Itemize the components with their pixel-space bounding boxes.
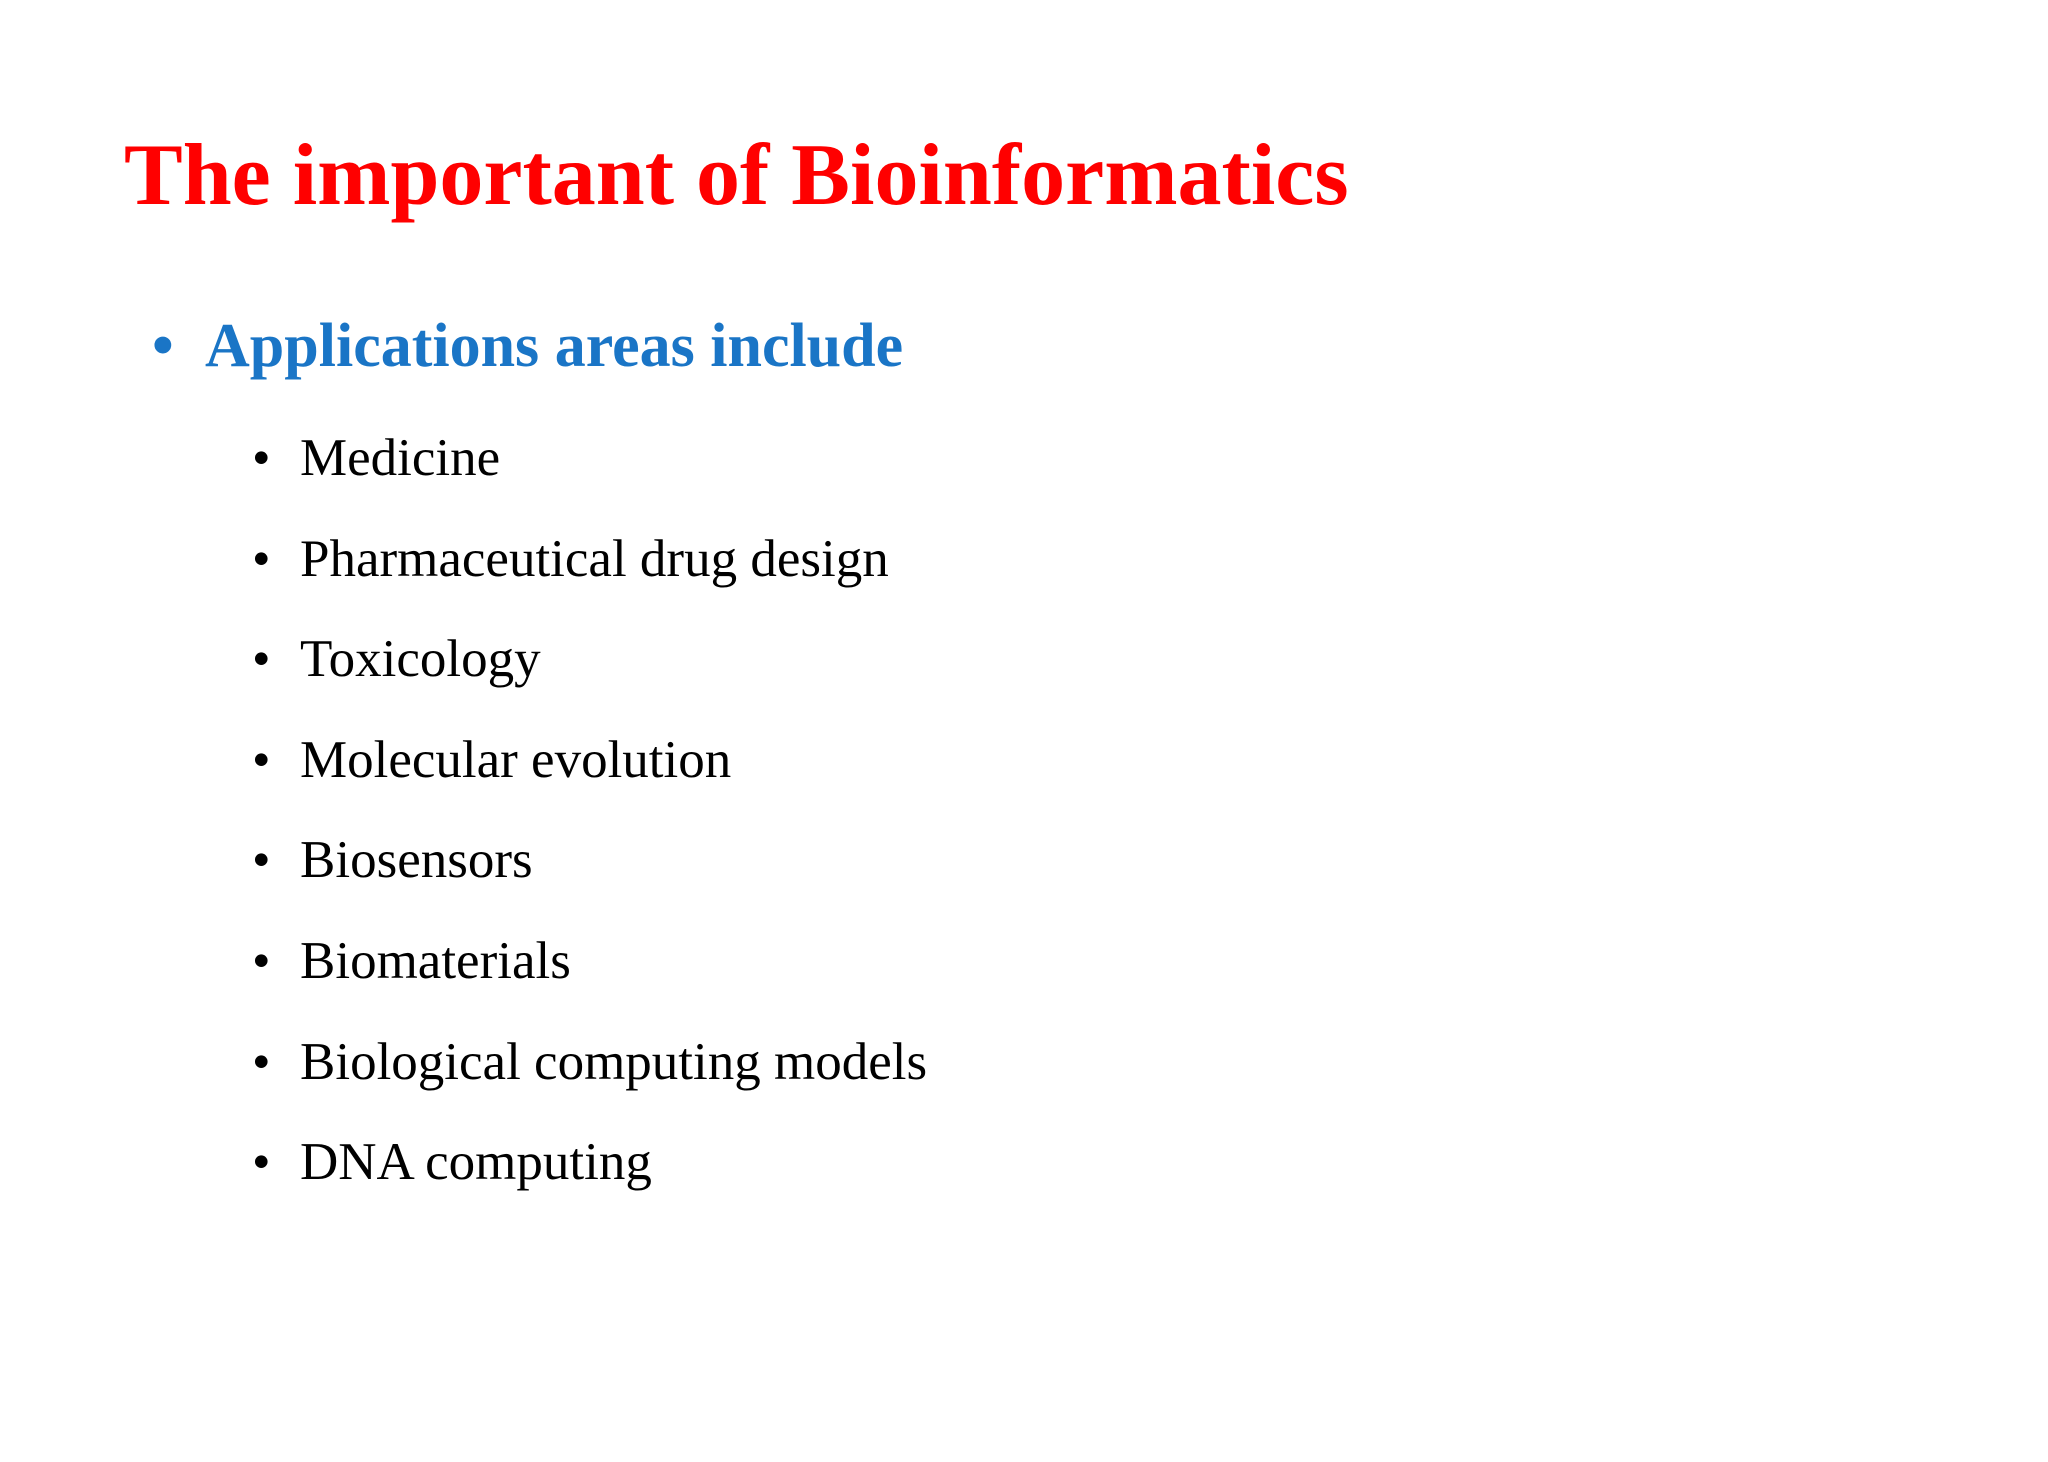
bullet-icon: • [252,429,271,487]
slide-title: The important of Bioinformatics [124,127,1349,224]
list-item-text: Molecular evolution [300,730,732,789]
list-item-molecular-evolution [252,728,927,829]
bullet-icon: • [252,1032,271,1091]
applications-heading-text: Applications areas include [205,312,904,380]
bullet-icon: • [252,630,271,689]
bullet-icon: • [252,931,271,990]
application-areas-list [252,426,927,1231]
list-item-text: DNA computing [300,1133,652,1192]
list-item-biosensors [252,828,927,929]
list-item-text: Medicine [300,429,501,487]
bullet-icon: • [252,1133,271,1192]
list-item-dna-computing [252,1130,927,1231]
bullet-icon: • [152,312,174,380]
list-item-text: Biosensors [300,831,533,890]
bullet-icon: • [252,730,271,789]
list-item-pharmaceutical-drug-design [252,527,927,628]
list-item-text: Pharmaceutical drug design [300,529,889,588]
list-item-biological-computing-models [252,1030,927,1131]
list-item-biomaterials [252,929,927,1030]
list-item-text: Biological computing models [300,1032,928,1091]
bullet-icon: • [252,831,271,890]
list-item-medicine [252,426,927,527]
list-item-text: Biomaterials [300,931,571,990]
list-item-text: Toxicology [300,630,541,689]
list-item-toxicology [252,627,927,728]
applications-heading [152,312,903,380]
bullet-icon: • [252,529,271,588]
